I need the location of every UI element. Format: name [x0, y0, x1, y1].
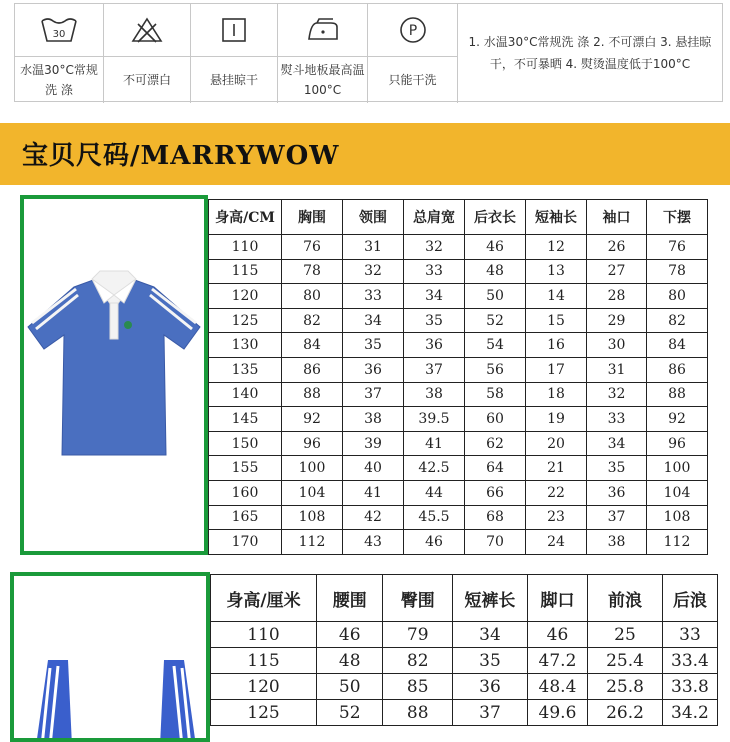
table-cell: 86 [647, 357, 708, 382]
table-cell: 36 [453, 674, 528, 700]
table-cell: 84 [647, 333, 708, 358]
table-cell: 32 [587, 382, 647, 407]
table-cell: 170 [209, 530, 282, 555]
table-cell: 34 [453, 622, 528, 648]
table-cell: 37 [404, 357, 465, 382]
shirt-size-table [208, 199, 708, 555]
table-cell: 13 [526, 259, 587, 284]
table-cell: 43 [343, 530, 404, 555]
table-cell: 110 [209, 235, 282, 260]
table-cell: 39.5 [404, 407, 465, 432]
table-row [209, 259, 708, 284]
table-cell: 17 [526, 357, 587, 382]
table-cell: 35 [404, 308, 465, 333]
table-cell: 36 [343, 357, 404, 382]
table-cell: 24 [526, 530, 587, 555]
table-cell: 18 [526, 382, 587, 407]
table-cell: 22 [526, 480, 587, 505]
header-cell: 袖口 [587, 200, 647, 235]
size-chart-banner [0, 123, 730, 185]
table-cell: 70 [465, 530, 526, 555]
table-cell: 34 [404, 284, 465, 309]
table-cell: 16 [526, 333, 587, 358]
table-cell: 35 [343, 333, 404, 358]
table-row [211, 648, 718, 674]
header-cell: 领围 [343, 200, 404, 235]
table-cell: 88 [383, 700, 453, 726]
header-cell: 总肩宽 [404, 200, 465, 235]
table-cell: 82 [383, 648, 453, 674]
table-cell: 60 [465, 407, 526, 432]
table-cell: 54 [465, 333, 526, 358]
care-label-dryclean: 只能干洗 [368, 57, 458, 103]
table-row [211, 622, 718, 648]
table-cell: 104 [647, 480, 708, 505]
care-label-dry: 悬挂晾干 [191, 57, 278, 103]
table-row [209, 308, 708, 333]
table-cell: 115 [211, 648, 317, 674]
table-cell: 26.2 [588, 700, 663, 726]
banner-title: 宝贝尺码/MARRYWOW [22, 141, 340, 171]
table-cell: 32 [343, 259, 404, 284]
table-row [209, 530, 708, 555]
shirt-image-frame [20, 195, 208, 555]
table-cell: 15 [526, 308, 587, 333]
table-cell: 31 [343, 235, 404, 260]
hang-dry-icon [191, 4, 278, 57]
table-cell: 120 [209, 284, 282, 309]
table-cell: 46 [527, 622, 587, 648]
table-cell: 76 [282, 235, 343, 260]
header-cell: 前浪 [588, 575, 663, 622]
table-cell: 92 [282, 407, 343, 432]
table-cell: 130 [209, 333, 282, 358]
table-cell: 29 [587, 308, 647, 333]
table-row [209, 333, 708, 358]
table-cell: 38 [343, 407, 404, 432]
table-row [209, 357, 708, 382]
table-cell: 49.6 [527, 700, 587, 726]
table-cell: 37 [587, 505, 647, 530]
table-cell: 39 [343, 431, 404, 456]
table-cell: 96 [282, 431, 343, 456]
table-cell: 52 [465, 308, 526, 333]
table-cell: 38 [404, 382, 465, 407]
table-row [209, 456, 708, 481]
header-cell: 腰围 [316, 575, 382, 622]
header-cell: 下摆 [647, 200, 708, 235]
table-cell: 14 [526, 284, 587, 309]
header-cell: 胸围 [282, 200, 343, 235]
table-cell: 48 [316, 648, 382, 674]
table-cell: 32 [404, 235, 465, 260]
table-cell: 31 [587, 357, 647, 382]
table-header-row [209, 200, 708, 235]
polo-shirt-image [24, 199, 204, 551]
care-instructions-table [14, 3, 723, 102]
table-row [209, 431, 708, 456]
table-cell: 25.4 [588, 648, 663, 674]
table-cell: 42.5 [404, 456, 465, 481]
table-cell: 155 [209, 456, 282, 481]
table-cell: 150 [209, 431, 282, 456]
table-row [211, 674, 718, 700]
table-cell: 46 [465, 235, 526, 260]
dry-clean-p-icon [368, 4, 458, 57]
wash-30-icon [15, 4, 104, 57]
table-cell: 112 [647, 530, 708, 555]
table-cell: 78 [282, 259, 343, 284]
table-cell: 108 [282, 505, 343, 530]
care-label-bleach: 不可漂白 [104, 57, 191, 103]
table-cell: 108 [647, 505, 708, 530]
header-cell: 身高/厘米 [211, 575, 317, 622]
table-cell: 25 [588, 622, 663, 648]
table-cell: 28 [587, 284, 647, 309]
table-cell: 78 [647, 259, 708, 284]
table-cell: 66 [465, 480, 526, 505]
table-cell: 47.2 [527, 648, 587, 674]
table-cell: 104 [282, 480, 343, 505]
header-cell: 后衣长 [465, 200, 526, 235]
table-cell: 79 [383, 622, 453, 648]
table-cell: 88 [282, 382, 343, 407]
table-cell: 165 [209, 505, 282, 530]
table-cell: 33 [404, 259, 465, 284]
table-cell: 46 [316, 622, 382, 648]
table-cell: 80 [282, 284, 343, 309]
header-cell: 后浪 [662, 575, 717, 622]
table-cell: 25.8 [588, 674, 663, 700]
shorts-image [14, 576, 206, 742]
table-cell: 27 [587, 259, 647, 284]
care-label-wash: 水温30°C常规洗 涤 [15, 57, 104, 103]
table-cell: 96 [647, 431, 708, 456]
table-cell: 38 [587, 530, 647, 555]
table-cell: 37 [343, 382, 404, 407]
table-cell: 145 [209, 407, 282, 432]
shorts-image-frame [10, 572, 210, 742]
table-cell: 23 [526, 505, 587, 530]
table-cell: 135 [209, 357, 282, 382]
table-cell: 48.4 [527, 674, 587, 700]
table-cell: 26 [587, 235, 647, 260]
header-cell: 短裤长 [453, 575, 528, 622]
table-cell: 80 [647, 284, 708, 309]
table-cell: 48 [465, 259, 526, 284]
table-cell: 88 [647, 382, 708, 407]
table-cell: 33 [587, 407, 647, 432]
table-cell: 36 [404, 333, 465, 358]
table-row [211, 700, 718, 726]
table-row [209, 407, 708, 432]
table-cell: 33 [662, 622, 717, 648]
table-cell: 41 [404, 431, 465, 456]
table-cell: 12 [526, 235, 587, 260]
table-cell: 84 [282, 333, 343, 358]
care-label-iron: 熨斗地板最高温100°C [278, 57, 368, 103]
table-cell: 50 [316, 674, 382, 700]
header-cell: 身高/CM [209, 200, 282, 235]
table-cell: 30 [587, 333, 647, 358]
table-cell: 36 [587, 480, 647, 505]
table-cell: 125 [209, 308, 282, 333]
table-cell: 42 [343, 505, 404, 530]
table-cell: 110 [211, 622, 317, 648]
table-cell: 160 [209, 480, 282, 505]
table-cell: 82 [282, 308, 343, 333]
table-cell: 45.5 [404, 505, 465, 530]
table-cell: 41 [343, 480, 404, 505]
no-bleach-icon [104, 4, 191, 57]
table-cell: 35 [587, 456, 647, 481]
table-row [209, 284, 708, 309]
table-cell: 33.4 [662, 648, 717, 674]
table-cell: 120 [211, 674, 317, 700]
table-cell: 19 [526, 407, 587, 432]
table-cell: 140 [209, 382, 282, 407]
table-cell: 33 [343, 284, 404, 309]
table-cell: 62 [465, 431, 526, 456]
table-cell: 100 [647, 456, 708, 481]
table-cell: 112 [282, 530, 343, 555]
table-cell: 33.8 [662, 674, 717, 700]
table-cell: 100 [282, 456, 343, 481]
table-cell: 37 [453, 700, 528, 726]
header-cell: 臀围 [383, 575, 453, 622]
header-cell: 短袖长 [526, 200, 587, 235]
table-cell: 125 [211, 700, 317, 726]
table-row [209, 480, 708, 505]
wash-temp-text: 30 [52, 29, 66, 40]
shorts-size-table [210, 574, 718, 726]
table-cell: 21 [526, 456, 587, 481]
table-cell: 86 [282, 357, 343, 382]
table-cell: 46 [404, 530, 465, 555]
table-cell: 68 [465, 505, 526, 530]
table-cell: 44 [404, 480, 465, 505]
table-cell: 35 [453, 648, 528, 674]
table-cell: 64 [465, 456, 526, 481]
iron-icon [278, 4, 368, 57]
table-cell: 52 [316, 700, 382, 726]
table-cell: 82 [647, 308, 708, 333]
table-cell: 50 [465, 284, 526, 309]
header-cell: 脚口 [527, 575, 587, 622]
table-row [209, 382, 708, 407]
table-cell: 40 [343, 456, 404, 481]
care-description: 1. 水温30°C常规洗 涤 2. 不可漂白 3. 悬挂晾干，不可暴晒 4. 熨烫温度低于100°C [468, 34, 712, 71]
table-header-row [211, 575, 718, 622]
table-cell: 85 [383, 674, 453, 700]
table-cell: 34.2 [662, 700, 717, 726]
table-cell: 56 [465, 357, 526, 382]
dry-clean-letter: P [408, 23, 417, 39]
table-row [209, 235, 708, 260]
table-cell: 34 [343, 308, 404, 333]
table-cell: 58 [465, 382, 526, 407]
table-cell: 76 [647, 235, 708, 260]
table-cell: 34 [587, 431, 647, 456]
table-cell: 115 [209, 259, 282, 284]
table-cell: 20 [526, 431, 587, 456]
table-row [209, 505, 708, 530]
table-cell: 92 [647, 407, 708, 432]
